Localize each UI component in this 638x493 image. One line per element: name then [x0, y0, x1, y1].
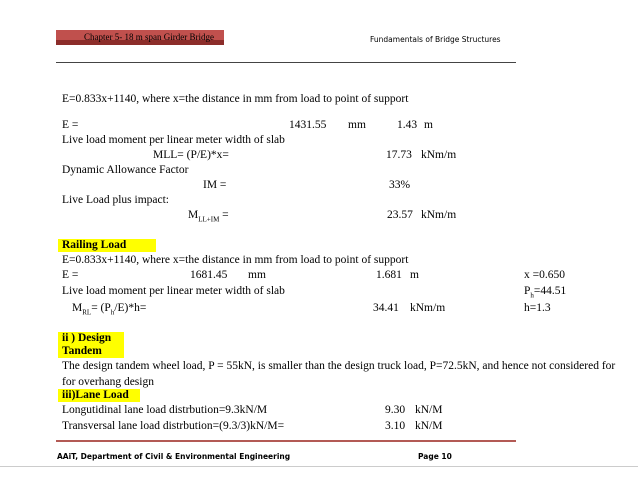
dynamic-factor-label: Dynamic Allowance Factor [62, 164, 189, 176]
railing-ph-note: $P_h=44.51$ [524, 285, 567, 300]
e-label: E = [62, 119, 79, 131]
railing-e-mm-unit: mm [248, 269, 266, 281]
mllim-unit: kNm/m [421, 209, 457, 221]
railing-e-label: E = [62, 269, 79, 281]
e-mm-unit: mm [348, 119, 366, 131]
railing-e-m-unit: m [410, 269, 419, 281]
railing-e-mm-value: 1681.45 [190, 269, 228, 281]
mrl-label: $M_{RL}= (P_h/E)*h=$ [72, 302, 147, 317]
tandem-text-line2: for overhang design [62, 376, 154, 388]
railing-load-heading: Railing Load [58, 239, 156, 252]
longitudinal-lane-desc: Longutidinal lane load distrbution=9.3kN/M [62, 404, 268, 416]
im-value: 33% [389, 179, 411, 191]
e-mm-value: 1431.55 [289, 119, 327, 131]
mll-unit: kNm/m [421, 149, 457, 161]
e-m-unit: m [424, 119, 433, 131]
footer-department: AAiT, Department of Civil & Environmental Engineering [57, 452, 291, 461]
railing-e-m-value: 1.681 [376, 269, 402, 281]
chapter-header-box [56, 30, 224, 45]
tandem-text-line1: The design tandem wheel load, P = 55kN, is smaller than the design truck load, P=72.5kN, and hence not considered for [62, 360, 616, 372]
transversal-lane-unit: kN/M [415, 420, 443, 432]
im-label: IM = [203, 179, 227, 191]
book-title: Fundamentals of Bridge Structures [370, 35, 501, 44]
footer-page-number: Page 10 [418, 452, 452, 461]
mllim-label: $M_{LL+IM}$ = [188, 209, 229, 224]
mrl-value: 34.41 [373, 302, 399, 314]
mll-label: MLL= (P/E)*x= [153, 149, 229, 161]
e-formula: E=0.833x+1140, where x=the distance in mm from load to point of support [62, 93, 409, 105]
railing-h-note: h=1.3 [524, 302, 551, 314]
ll-moment-desc: Live load moment per linear meter width of slab [62, 134, 285, 146]
ll-plus-impact-label: Live Load plus impact: [62, 194, 169, 206]
mll-value: 17.73 [386, 149, 412, 161]
railing-x-note: x =0.650 [524, 269, 565, 281]
transversal-lane-desc: Transversal lane load distrbution=(9.3/3)kN/M= [62, 420, 285, 432]
chapter-title: Chapter 5- 18 m span Girder Bridge [84, 32, 214, 42]
header-rule [56, 62, 516, 63]
longitudinal-lane-unit: kN/M [415, 404, 443, 416]
design-heading-line2: Tandem [58, 345, 124, 358]
design-heading-line1: ii ) Design [58, 332, 124, 345]
e-m-value: 1.43 [397, 119, 418, 131]
lane-load-heading: iii)Lane Load [58, 389, 140, 402]
mllim-value: 23.57 [387, 209, 413, 221]
page-bottom-edge [0, 466, 638, 467]
footer-rule [56, 440, 516, 442]
longitudinal-lane-value: 9.30 [385, 404, 406, 416]
railing-ll-moment-desc: Live load moment per linear meter width of slab [62, 285, 285, 297]
railing-e-formula: E=0.833x+1140, where x=the distance in mm from load to point of support [62, 254, 409, 266]
mrl-unit: kNm/m [410, 302, 446, 314]
transversal-lane-value: 3.10 [385, 420, 406, 432]
